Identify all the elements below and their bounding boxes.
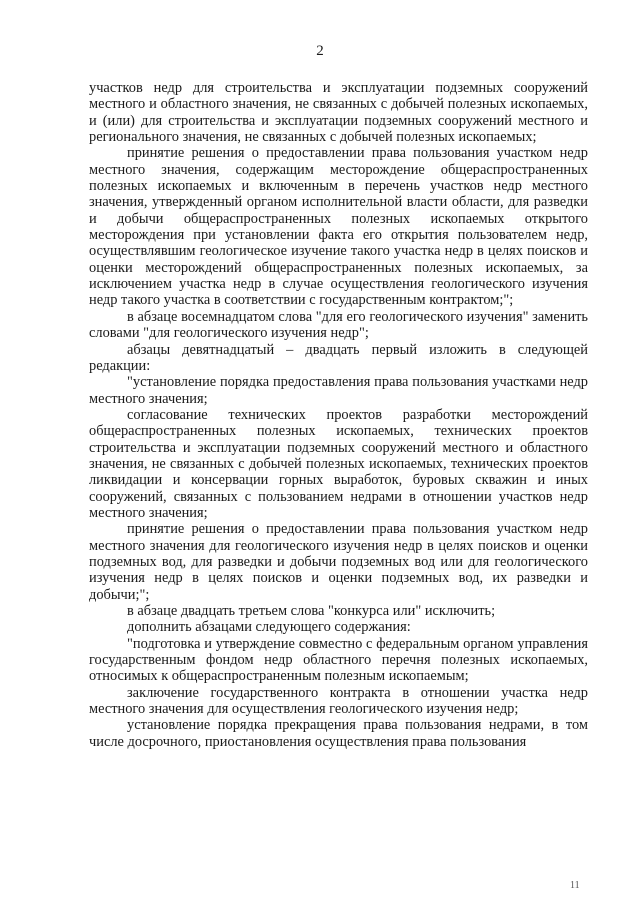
paragraph-2: принятие решения о предоставлении права пользования участком недр местного значения, содержащим месторождение общераспространенных полезных ископаемых и включенным в перечень участков недр местного значения, утвержденный органом исполнительной власти области, для разведки и добычи общераспространенных полезных ископаемых открытого месторождения при установлении факта его открытия пользователем недр, осуществлявшим геологическое изучение такого участка недр в целях поисков и оценки месторождений общераспространенных полезных ископаемых, за исключением участка недр в случае осуществления геологического изучения недр такого участка в соответствии с государственным контрактом;"; [89, 145, 588, 309]
paragraph-5: "установление порядка предоставления права пользования участками недр местного значения; [89, 374, 588, 407]
paragraph-12: установление порядка прекращения права пользования недрами, в том числе досрочного, приостановления осуществления права пользования [89, 717, 588, 750]
paragraph-11: заключение государственного контракта в отношении участка недр местного значения для осуществления геологического изучения недр; [89, 684, 588, 718]
paragraph-8: в абзаце двадцать третьем слова "конкурса или" исключить; [127, 603, 496, 619]
footer-mark: 11 [570, 880, 580, 891]
paragraph-3: в абзаце восемнадцатом слова "для его геологического изучения" заменить словами "для геологического изучения недр"; [89, 308, 588, 342]
paragraph-4: абзацы девятнадцатый – двадцать первый изложить в следующей редакции: [89, 341, 588, 374]
paragraph-10: "подготовка и утверждение совместно с федеральным органом управления государственным фондом недр областного перечня полезных ископаемых, относимых к общераспространенным полезным ископаемым; [89, 635, 588, 685]
paragraph-6: согласование технических проектов разработки месторождений общераспространенных полезных ископаемых, технических проектов строительства и эксплуатации подземных сооружений местного и областного значения, не связанных с добычей полезных ископаемых, технических проектов ликвидации и консервации горных выработок, буровых скважин и иных сооружений, связанных с пользованием недрами в отношении участков недр местного значения; [89, 406, 588, 521]
page-number: 2 [316, 43, 324, 59]
paragraph-7: принятие решения о предоставлении права пользования участком недр местного значения для геологического изучения недр в целях поисков и оценки подземных вод, для разведки и добычи подземных вод или для геологического изучения недр в целях поисков и оценки подземных вод, их разведки и добычи;"; [89, 521, 588, 603]
paragraph-1: участков недр для строительства и эксплуатации подземных сооружений местного и областного значения, не связанных с добычей полезных ископаемых, и (или) для строительства и эксплуатации подземных сооружений местного и регионального значения, не связанных с добычей полезных ископаемых; [89, 80, 588, 146]
document-body [89, 80, 588, 750]
paragraph-9: дополнить абзацами следующего содержания: [127, 619, 411, 636]
